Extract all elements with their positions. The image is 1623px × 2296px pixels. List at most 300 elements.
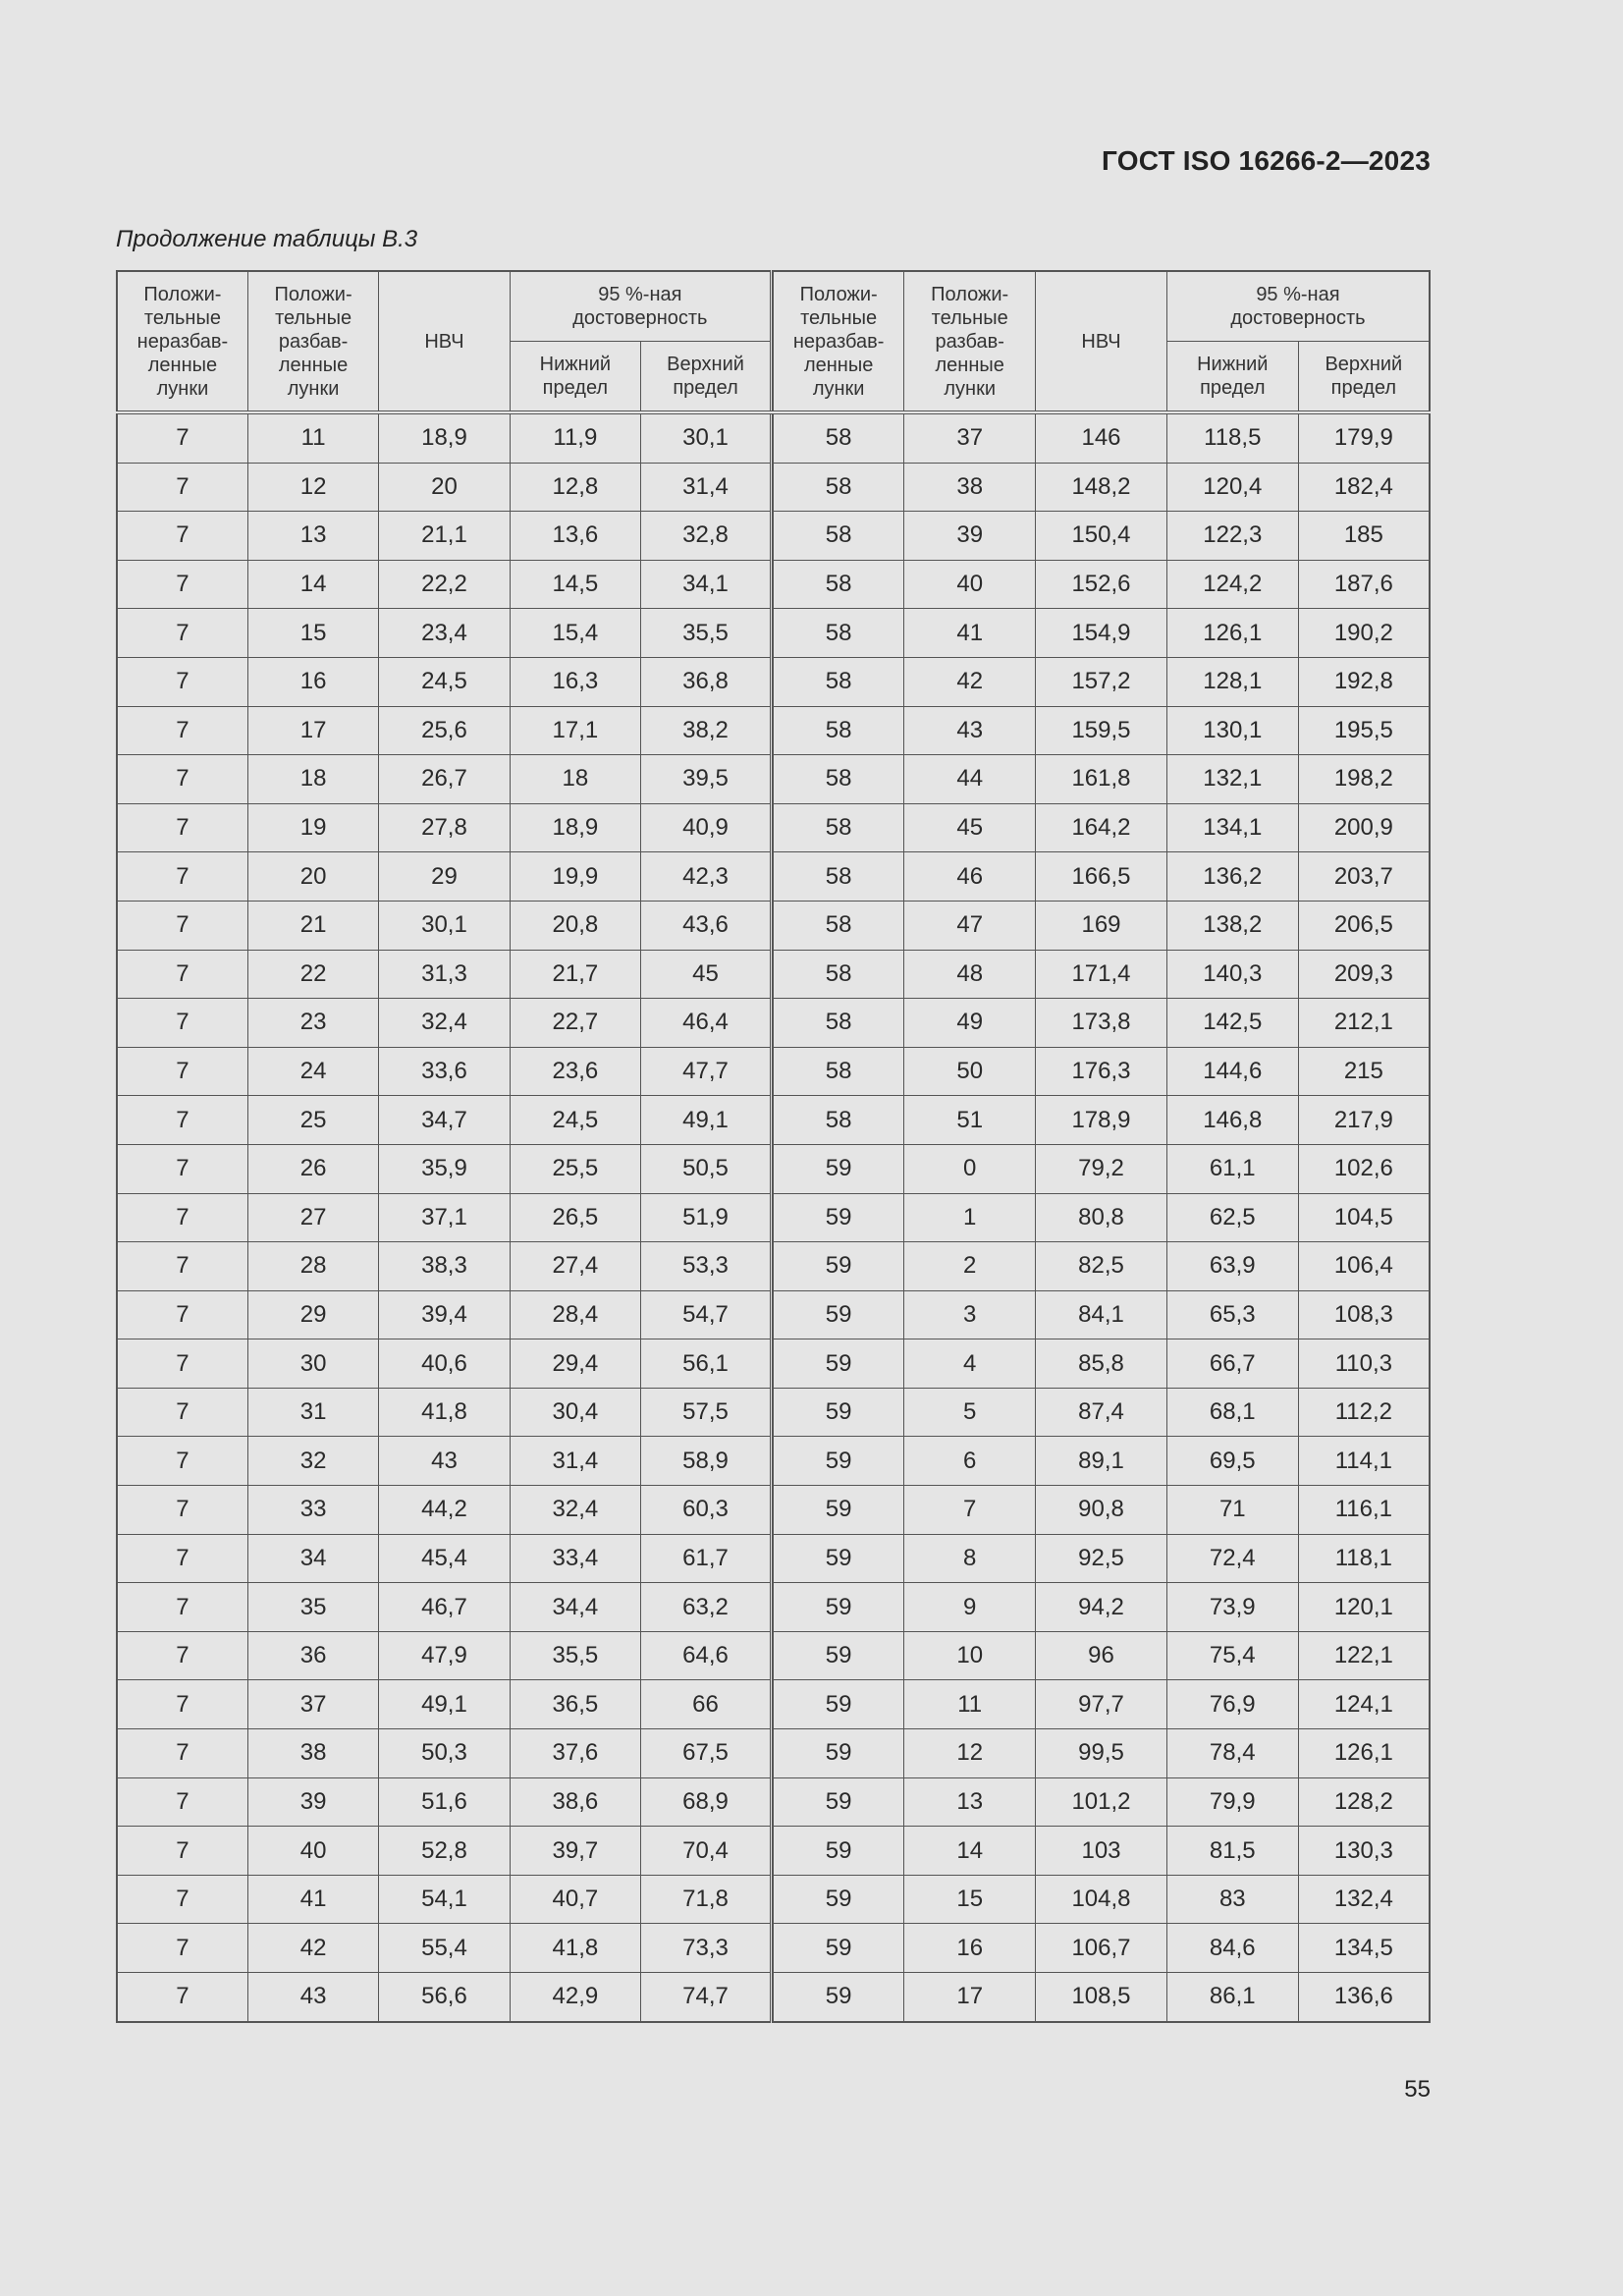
table-row bbox=[773, 1144, 1430, 1193]
table-cell: 59 bbox=[773, 1631, 904, 1680]
table-row bbox=[117, 1583, 772, 1632]
col-header-confidence bbox=[510, 271, 772, 342]
table-cell: 58 bbox=[773, 755, 904, 804]
table-cell: 9 bbox=[904, 1583, 1036, 1632]
table-cell: 32,4 bbox=[510, 1486, 640, 1535]
table-cell: 31,4 bbox=[510, 1437, 640, 1486]
table-cell: 215 bbox=[1298, 1047, 1430, 1096]
table-cell: 7 bbox=[117, 1096, 247, 1145]
table-cell: 7 bbox=[117, 1875, 247, 1924]
table-cell: 71,8 bbox=[641, 1875, 772, 1924]
table-row bbox=[773, 1486, 1430, 1535]
table-cell: 32 bbox=[247, 1437, 378, 1486]
table-cell: 87,4 bbox=[1036, 1388, 1167, 1437]
table-row bbox=[117, 1486, 772, 1535]
table-row bbox=[773, 1924, 1430, 1973]
table-cell: 56,1 bbox=[641, 1339, 772, 1389]
table-cell: 25,5 bbox=[510, 1144, 640, 1193]
table-cell: 24 bbox=[247, 1047, 378, 1096]
table-cell: 126,1 bbox=[1166, 609, 1298, 658]
table-cell: 82,5 bbox=[1036, 1242, 1167, 1291]
table-cell: 57,5 bbox=[641, 1388, 772, 1437]
table-row bbox=[117, 1777, 772, 1827]
table-cell: 126,1 bbox=[1298, 1729, 1430, 1778]
table-cell: 23,6 bbox=[510, 1047, 640, 1096]
table-cell: 45 bbox=[904, 803, 1036, 852]
table-row bbox=[117, 1339, 772, 1389]
table-cell: 209,3 bbox=[1298, 950, 1430, 999]
table-cell: 45,4 bbox=[379, 1534, 510, 1583]
table-cell: 7 bbox=[117, 1583, 247, 1632]
table-row bbox=[773, 852, 1430, 902]
table-cell: 59 bbox=[773, 1924, 904, 1973]
col-header-confidence bbox=[1166, 271, 1430, 342]
table-cell: 7 bbox=[117, 1388, 247, 1437]
table-cell: 136,6 bbox=[1298, 1973, 1430, 2022]
table-cell: 73,9 bbox=[1166, 1583, 1298, 1632]
table-cell: 24,5 bbox=[379, 657, 510, 706]
table-cell: 48 bbox=[904, 950, 1036, 999]
table-cell: 12 bbox=[904, 1729, 1036, 1778]
table-cell: 97,7 bbox=[1036, 1680, 1167, 1729]
table-cell: 7 bbox=[117, 1973, 247, 2022]
table-cell: 20 bbox=[379, 463, 510, 512]
table-cell: 7 bbox=[117, 1827, 247, 1876]
table-cell: 44,2 bbox=[379, 1486, 510, 1535]
table-cell: 195,5 bbox=[1298, 706, 1430, 755]
table-row bbox=[773, 950, 1430, 999]
table-cell: 20 bbox=[247, 852, 378, 902]
table-cell: 54,7 bbox=[641, 1290, 772, 1339]
table-cell: 101,2 bbox=[1036, 1777, 1167, 1827]
table-cell: 7 bbox=[117, 1534, 247, 1583]
table-row bbox=[117, 1096, 772, 1145]
table-cell: 16,3 bbox=[510, 657, 640, 706]
data-table bbox=[116, 270, 1433, 2023]
table-cell: 16 bbox=[247, 657, 378, 706]
table-row bbox=[773, 1388, 1430, 1437]
table-cell: 17 bbox=[247, 706, 378, 755]
table-cell: 42,3 bbox=[641, 852, 772, 902]
table-cell: 50,3 bbox=[379, 1729, 510, 1778]
table-row bbox=[773, 1242, 1430, 1291]
table-left-half bbox=[116, 270, 774, 2023]
table-cell: 118,1 bbox=[1298, 1534, 1430, 1583]
table-cell: 7 bbox=[117, 1437, 247, 1486]
table-cell: 60,3 bbox=[641, 1486, 772, 1535]
table-cell: 85,8 bbox=[1036, 1339, 1167, 1389]
table-cell: 59 bbox=[773, 1680, 904, 1729]
table-cell: 16 bbox=[904, 1924, 1036, 1973]
table-cell: 2 bbox=[904, 1242, 1036, 1291]
table-cell: 36 bbox=[247, 1631, 378, 1680]
table-cell: 217,9 bbox=[1298, 1096, 1430, 1145]
table-cell: 152,6 bbox=[1036, 560, 1167, 609]
table-cell: 21,1 bbox=[379, 512, 510, 561]
table-cell: 178,9 bbox=[1036, 1096, 1167, 1145]
table-cell: 7 bbox=[117, 901, 247, 950]
table-cell: 30,1 bbox=[641, 412, 772, 463]
table-cell: 7 bbox=[117, 657, 247, 706]
table-cell: 30,4 bbox=[510, 1388, 640, 1437]
table-cell: 0 bbox=[904, 1144, 1036, 1193]
table-cell: 38,2 bbox=[641, 706, 772, 755]
table-cell: 35 bbox=[247, 1583, 378, 1632]
col-header-mpn bbox=[379, 271, 510, 412]
table-cell: 34,4 bbox=[510, 1583, 640, 1632]
table-cell: 7 bbox=[117, 1144, 247, 1193]
table-cell: 182,4 bbox=[1298, 463, 1430, 512]
table-cell: 7 bbox=[117, 755, 247, 804]
table-row bbox=[773, 706, 1430, 755]
table-row bbox=[117, 657, 772, 706]
table-cell: 79,9 bbox=[1166, 1777, 1298, 1827]
table-cell: 44 bbox=[904, 755, 1036, 804]
table-cell: 47,9 bbox=[379, 1631, 510, 1680]
table-cell: 7 bbox=[117, 706, 247, 755]
table-cell: 40,7 bbox=[510, 1875, 640, 1924]
table-cell: 59 bbox=[773, 1437, 904, 1486]
table-cell: 41 bbox=[247, 1875, 378, 1924]
table-row bbox=[773, 512, 1430, 561]
table-cell: 40 bbox=[247, 1827, 378, 1876]
table-row bbox=[117, 1290, 772, 1339]
table-cell: 7 bbox=[117, 852, 247, 902]
table-cell: 7 bbox=[117, 1777, 247, 1827]
table-row bbox=[773, 1193, 1430, 1242]
table-cell: 72,4 bbox=[1166, 1534, 1298, 1583]
table-row bbox=[773, 1875, 1430, 1924]
table-cell: 3 bbox=[904, 1290, 1036, 1339]
table-cell: 73,3 bbox=[641, 1924, 772, 1973]
table-cell: 22 bbox=[247, 950, 378, 999]
table-cell: 78,4 bbox=[1166, 1729, 1298, 1778]
table-row bbox=[117, 1875, 772, 1924]
table-cell: 12 bbox=[247, 463, 378, 512]
table-cell: 30 bbox=[247, 1339, 378, 1389]
table-row bbox=[773, 412, 1430, 463]
table-cell: 81,5 bbox=[1166, 1827, 1298, 1876]
table-row bbox=[773, 1973, 1430, 2022]
table-cell: 59 bbox=[773, 1339, 904, 1389]
table-cell: 200,9 bbox=[1298, 803, 1430, 852]
table-cell: 110,3 bbox=[1298, 1339, 1430, 1389]
table-cell: 37 bbox=[247, 1680, 378, 1729]
col-header-lower bbox=[1166, 342, 1298, 413]
table-cell: 35,9 bbox=[379, 1144, 510, 1193]
table-cell: 59 bbox=[773, 1486, 904, 1535]
table-cell: 23,4 bbox=[379, 609, 510, 658]
table-cell: 68,1 bbox=[1166, 1388, 1298, 1437]
table-cell: 11 bbox=[247, 412, 378, 463]
col-header-text: Положи- тельные разбав- ленные лунки bbox=[931, 283, 1009, 400]
table-cell: 58 bbox=[773, 706, 904, 755]
table-cell: 7 bbox=[117, 1631, 247, 1680]
table-cell: 51,6 bbox=[379, 1777, 510, 1827]
table-cell: 4 bbox=[904, 1339, 1036, 1389]
table-cell: 7 bbox=[117, 609, 247, 658]
table-cell: 59 bbox=[773, 1875, 904, 1924]
table-cell: 22,2 bbox=[379, 560, 510, 609]
table-row bbox=[117, 901, 772, 950]
table-cell: 99,5 bbox=[1036, 1729, 1167, 1778]
table-cell: 187,6 bbox=[1298, 560, 1430, 609]
table-cell: 18,9 bbox=[510, 803, 640, 852]
table-cell: 7 bbox=[904, 1486, 1036, 1535]
table-cell: 50,5 bbox=[641, 1144, 772, 1193]
table-cell: 92,5 bbox=[1036, 1534, 1167, 1583]
table-cell: 7 bbox=[117, 950, 247, 999]
col-header-text: Нижний предел bbox=[1197, 354, 1269, 399]
table-cell: 31,4 bbox=[641, 463, 772, 512]
table-cell: 37,6 bbox=[510, 1729, 640, 1778]
table-cell: 28,4 bbox=[510, 1290, 640, 1339]
table-cell: 36,5 bbox=[510, 1680, 640, 1729]
table-row bbox=[117, 463, 772, 512]
table-cell: 7 bbox=[117, 1924, 247, 1973]
table-cell: 43 bbox=[379, 1437, 510, 1486]
table-cell: 35,5 bbox=[641, 609, 772, 658]
table-cell: 67,5 bbox=[641, 1729, 772, 1778]
table-cell: 59 bbox=[773, 1827, 904, 1876]
table-cell: 146 bbox=[1036, 412, 1167, 463]
table-cell: 70,4 bbox=[641, 1827, 772, 1876]
table-cell: 18 bbox=[247, 755, 378, 804]
table-row bbox=[773, 1827, 1430, 1876]
table-row bbox=[773, 803, 1430, 852]
table-cell: 106,4 bbox=[1298, 1242, 1430, 1291]
table-row bbox=[117, 1193, 772, 1242]
table-cell: 122,1 bbox=[1298, 1631, 1430, 1680]
table-cell: 15 bbox=[247, 609, 378, 658]
table-cell: 58 bbox=[773, 1096, 904, 1145]
table-cell: 59 bbox=[773, 1534, 904, 1583]
table-row bbox=[773, 657, 1430, 706]
table-cell: 25 bbox=[247, 1096, 378, 1145]
table-cell: 7 bbox=[117, 1242, 247, 1291]
table-cell: 164,2 bbox=[1036, 803, 1167, 852]
table-cell: 58 bbox=[773, 999, 904, 1048]
table-cell: 14 bbox=[247, 560, 378, 609]
table-cell: 27,4 bbox=[510, 1242, 640, 1291]
table-cell: 7 bbox=[117, 512, 247, 561]
table-cell: 94,2 bbox=[1036, 1583, 1167, 1632]
table-cell: 17 bbox=[904, 1973, 1036, 2022]
table-cell: 59 bbox=[773, 1583, 904, 1632]
table-cell: 157,2 bbox=[1036, 657, 1167, 706]
table-cell: 104,8 bbox=[1036, 1875, 1167, 1924]
table-cell: 43 bbox=[904, 706, 1036, 755]
table-cell: 140,3 bbox=[1166, 950, 1298, 999]
table-cell: 39,5 bbox=[641, 755, 772, 804]
table-cell: 58 bbox=[773, 950, 904, 999]
table-cell: 25,6 bbox=[379, 706, 510, 755]
table-cell: 13,6 bbox=[510, 512, 640, 561]
table-cell: 43 bbox=[247, 1973, 378, 2022]
col-header-positive-undiluted bbox=[773, 271, 904, 412]
table-cell: 50 bbox=[904, 1047, 1036, 1096]
table-cell: 43,6 bbox=[641, 901, 772, 950]
table-cell: 54,1 bbox=[379, 1875, 510, 1924]
col-header-positive-diluted bbox=[904, 271, 1036, 412]
table-cell: 120,1 bbox=[1298, 1583, 1430, 1632]
table-cell: 33,6 bbox=[379, 1047, 510, 1096]
table-cell: 42,9 bbox=[510, 1973, 640, 2022]
table-row bbox=[117, 1729, 772, 1778]
table-row bbox=[117, 755, 772, 804]
table-cell: 21 bbox=[247, 901, 378, 950]
col-header-text: Верхний предел bbox=[667, 354, 744, 399]
table-body-right bbox=[773, 412, 1430, 2022]
col-header-text: Положи- тельные неразбав- ленные лунки bbox=[136, 283, 229, 400]
table-cell: 58 bbox=[773, 901, 904, 950]
table-cell: 58 bbox=[773, 803, 904, 852]
table-cell: 42 bbox=[247, 1924, 378, 1973]
table-cell: 132,1 bbox=[1166, 755, 1298, 804]
table-cell: 38,6 bbox=[510, 1777, 640, 1827]
table-cell: 190,2 bbox=[1298, 609, 1430, 658]
table-cell: 52,8 bbox=[379, 1827, 510, 1876]
table-row bbox=[117, 560, 772, 609]
table-cell: 23 bbox=[247, 999, 378, 1048]
table-cell: 13 bbox=[904, 1777, 1036, 1827]
col-header-mpn bbox=[1036, 271, 1167, 412]
document-id: ГОСТ ISO 16266-2—2023 bbox=[1102, 145, 1431, 176]
table-cell: 15 bbox=[904, 1875, 1036, 1924]
table-row bbox=[773, 1631, 1430, 1680]
table-row bbox=[117, 1924, 772, 1973]
table-cell: 166,5 bbox=[1036, 852, 1167, 902]
table-cell: 63,2 bbox=[641, 1583, 772, 1632]
table-cell: 47 bbox=[904, 901, 1036, 950]
table-cell: 41,8 bbox=[379, 1388, 510, 1437]
table-cell: 51,9 bbox=[641, 1193, 772, 1242]
table-cell: 7 bbox=[117, 1680, 247, 1729]
table-cell: 30,1 bbox=[379, 901, 510, 950]
table-cell: 59 bbox=[773, 1777, 904, 1827]
col-header-upper bbox=[1298, 342, 1430, 413]
table-row bbox=[773, 1290, 1430, 1339]
table-cell: 17,1 bbox=[510, 706, 640, 755]
table-cell: 38 bbox=[247, 1729, 378, 1778]
table-cell: 108,3 bbox=[1298, 1290, 1430, 1339]
table-cell: 66,7 bbox=[1166, 1339, 1298, 1389]
table-cell: 34,1 bbox=[641, 560, 772, 609]
table-cell: 13 bbox=[247, 512, 378, 561]
table-cell: 41,8 bbox=[510, 1924, 640, 1973]
table-row bbox=[773, 1583, 1430, 1632]
table-cell: 86,1 bbox=[1166, 1973, 1298, 2022]
table-cell: 59 bbox=[773, 1242, 904, 1291]
table-cell: 7 bbox=[117, 999, 247, 1048]
table-cell: 7 bbox=[117, 1339, 247, 1389]
table-cell: 10 bbox=[904, 1631, 1036, 1680]
table-cell: 185 bbox=[1298, 512, 1430, 561]
table-cell: 112,2 bbox=[1298, 1388, 1430, 1437]
table-cell: 18 bbox=[510, 755, 640, 804]
table-cell: 28 bbox=[247, 1242, 378, 1291]
table-cell: 34 bbox=[247, 1534, 378, 1583]
table-cell: 212,1 bbox=[1298, 999, 1430, 1048]
table-row bbox=[117, 1388, 772, 1437]
table-cell: 14,5 bbox=[510, 560, 640, 609]
table-cell: 36,8 bbox=[641, 657, 772, 706]
table-cell: 49,1 bbox=[641, 1096, 772, 1145]
table-cell: 37,1 bbox=[379, 1193, 510, 1242]
table-cell: 65,3 bbox=[1166, 1290, 1298, 1339]
table-cell: 26 bbox=[247, 1144, 378, 1193]
table-row bbox=[117, 950, 772, 999]
table-cell: 169 bbox=[1036, 901, 1167, 950]
table-row bbox=[117, 1534, 772, 1583]
table-row bbox=[117, 803, 772, 852]
table-cell: 84,1 bbox=[1036, 1290, 1167, 1339]
table-cell: 130,1 bbox=[1166, 706, 1298, 755]
table-cell: 59 bbox=[773, 1388, 904, 1437]
table-cell: 79,2 bbox=[1036, 1144, 1167, 1193]
table-cell: 161,8 bbox=[1036, 755, 1167, 804]
table-cell: 71 bbox=[1166, 1486, 1298, 1535]
table-cell: 148,2 bbox=[1036, 463, 1167, 512]
table-cell: 35,5 bbox=[510, 1631, 640, 1680]
table-cell: 40,6 bbox=[379, 1339, 510, 1389]
table-cell: 11 bbox=[904, 1680, 1036, 1729]
table-cell: 138,2 bbox=[1166, 901, 1298, 950]
table-cell: 8 bbox=[904, 1534, 1036, 1583]
table-cell: 58 bbox=[773, 1047, 904, 1096]
table-cell: 49,1 bbox=[379, 1680, 510, 1729]
table-row bbox=[117, 1437, 772, 1486]
table-cell: 12,8 bbox=[510, 463, 640, 512]
table-cell: 32,4 bbox=[379, 999, 510, 1048]
col-header-positive-undiluted bbox=[117, 271, 247, 412]
table-cell: 154,9 bbox=[1036, 609, 1167, 658]
col-header-positive-diluted bbox=[247, 271, 378, 412]
table-cell: 130,3 bbox=[1298, 1827, 1430, 1876]
table-cell: 38,3 bbox=[379, 1242, 510, 1291]
table-cell: 171,4 bbox=[1036, 950, 1167, 999]
table-cell: 39,7 bbox=[510, 1827, 640, 1876]
table-cell: 114,1 bbox=[1298, 1437, 1430, 1486]
table-cell: 134,5 bbox=[1298, 1924, 1430, 1973]
table-body-left bbox=[117, 412, 772, 2022]
col-header-lower bbox=[510, 342, 640, 413]
table-cell: 89,1 bbox=[1036, 1437, 1167, 1486]
table-cell: 21,7 bbox=[510, 950, 640, 999]
table-cell: 61,7 bbox=[641, 1534, 772, 1583]
table-cell: 39,4 bbox=[379, 1290, 510, 1339]
table-cell: 7 bbox=[117, 1193, 247, 1242]
table-cell: 132,4 bbox=[1298, 1875, 1430, 1924]
table-cell: 40 bbox=[904, 560, 1036, 609]
table-row bbox=[773, 463, 1430, 512]
table-row bbox=[773, 1534, 1430, 1583]
table-row bbox=[773, 1096, 1430, 1145]
table-cell: 68,9 bbox=[641, 1777, 772, 1827]
table-cell: 7 bbox=[117, 560, 247, 609]
table-row bbox=[117, 412, 772, 463]
table-cell: 59 bbox=[773, 1973, 904, 2022]
table-cell: 203,7 bbox=[1298, 852, 1430, 902]
table-cell: 69,5 bbox=[1166, 1437, 1298, 1486]
col-header-text: Положи- тельные разбав- ленные лунки bbox=[274, 283, 352, 400]
table-cell: 39 bbox=[904, 512, 1036, 561]
table-cell: 45 bbox=[641, 950, 772, 999]
table-cell: 7 bbox=[117, 1729, 247, 1778]
table-cell: 58 bbox=[773, 609, 904, 658]
table-cell: 173,8 bbox=[1036, 999, 1167, 1048]
table-cell: 144,6 bbox=[1166, 1047, 1298, 1096]
